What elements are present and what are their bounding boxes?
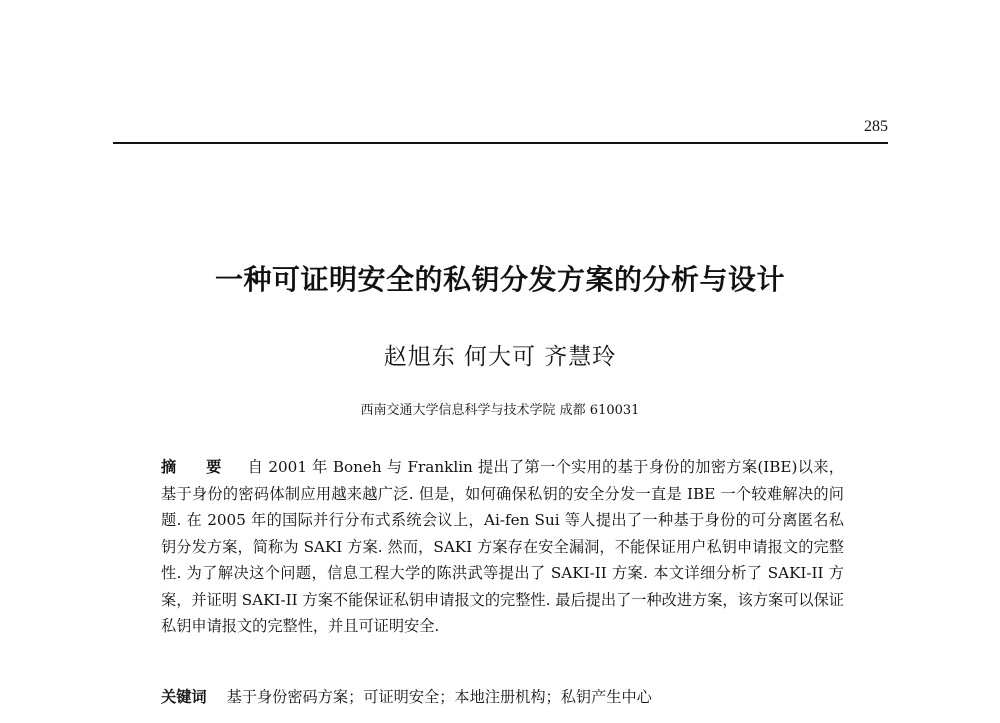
abstract-text: 自 2001 年 Boneh 与 Franklin 提出了第一个实用的基于身份的加密方案(IBE)以来，基于身份的密码体制应用越来越广泛. 但是，如何确保私钥的安全分发一直是 IBE 一个较难解决的问题. 在 2005 年的国际并行分布式系统会议上，Ai-fen Sui 等人提出了一种基于身份的可分离匿名私钥分发方案，简称为 SAKI 方案. 然而，SAKI 方案存在安全漏洞，不能保证用户私钥申请报文的完整性. 为了解决这个问题，信息工程大学的陈洪武等提出了 SAKI-II 方案. 本文详细分析了 SAKI-II 方案，并证明 SAKI-II 方案不能保证私钥申请报文的完整性. 最后提出了一种改进方案，该方案可以保证私钥申请报文的完整性，并且可证明安全. (161, 458, 844, 635)
keywords-section (161, 684, 844, 710)
page-number: 285 (864, 118, 888, 135)
paper-title: 一种可证明安全的私钥分发方案的分析与设计 (214, 263, 785, 296)
paper-authors: 赵旭东 何大可 齐慧玲 (383, 344, 617, 370)
paper-affiliation: 西南交通大学信息科学与技术学院 成都 610031 (360, 403, 640, 418)
abstract-label: 摘 要 (161, 458, 234, 476)
keywords-text: 基于身份密码方案；可证明安全；本地注册机构；私钥产生中心 (226, 688, 652, 706)
keywords-label: 关键词 (161, 688, 207, 706)
header-rule (113, 142, 888, 144)
abstract-section (161, 454, 844, 640)
